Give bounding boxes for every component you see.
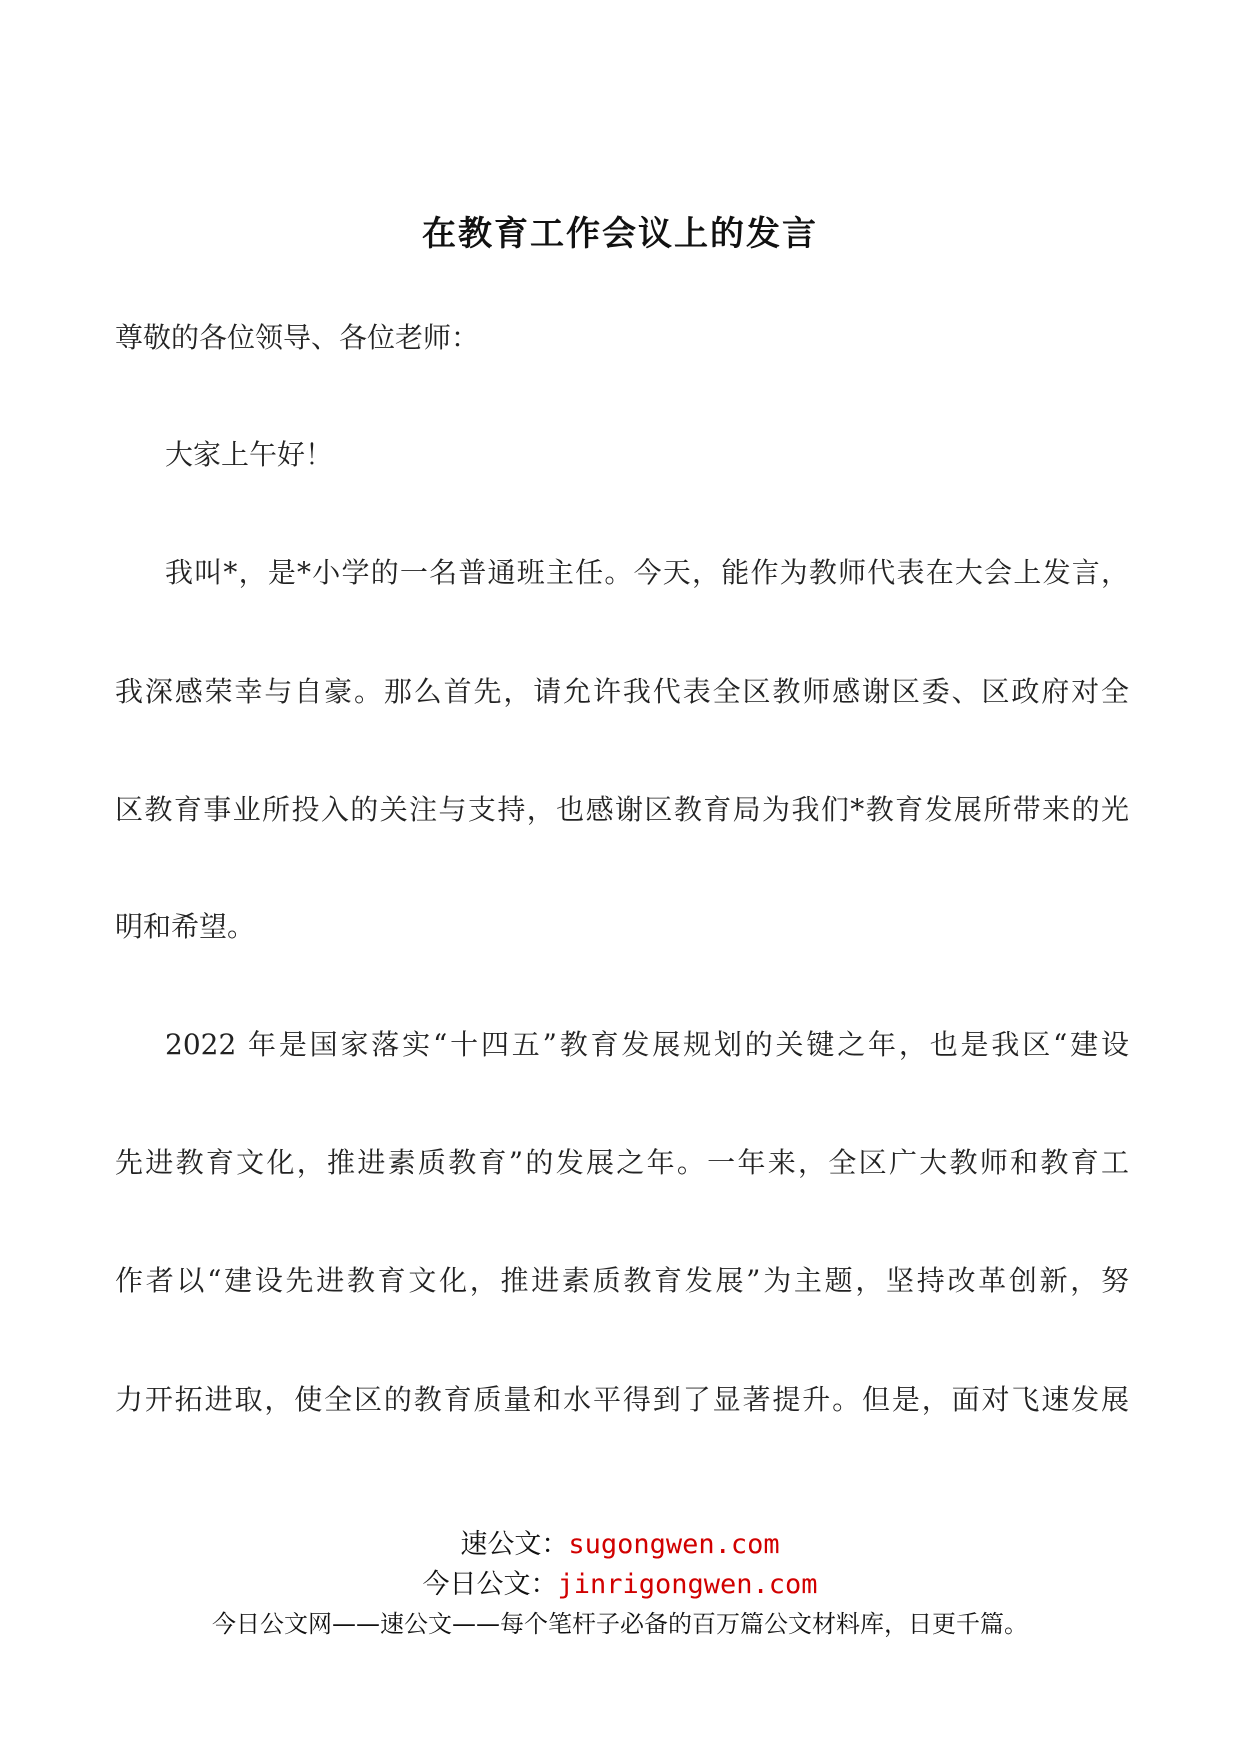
paragraph-line: 明和希望。 (115, 910, 256, 943)
footer-sugongwen-label: 速公文： (460, 1529, 569, 1560)
paragraph-line: 先进教育文化，推进素质教育”的发展之年。一年来，全区广大教师和教育工 (115, 1146, 1129, 1179)
paragraph-line: 我深感荣幸与自豪。那么首先，请允许我代表全区教师感谢区委、区政府对全 (115, 675, 1129, 708)
salutation-line: 尊敬的各位领导、各位老师： (115, 321, 480, 354)
footer-jinrigongwen-link[interactable]: jinrigongwen.com (557, 1569, 818, 1600)
footer-sugongwen (0, 1522, 1240, 1561)
footer-sugongwen-link[interactable]: sugongwen.com (568, 1529, 780, 1560)
paragraph-line: 我叫*，是*小学的一名普通班主任。今天，能作为教师代表在大会上发言， (165, 556, 1129, 589)
greeting-line: 大家上午好！ (165, 438, 334, 471)
footer-tagline: 今日公文网——速公文——每个笔杆子必备的百万篇公文材料库，日更千篇。 (212, 1610, 1028, 1638)
paragraph-line: 区教育事业所投入的关注与支持，也感谢区教育局为我们*教育发展所带来的光 (115, 793, 1129, 826)
paragraph-line: 力开拓进取，使全区的教育质量和水平得到了显著提升。但是，面对飞速发展 (115, 1383, 1129, 1416)
document-title: 在教育工作会议上的发言 (422, 214, 818, 254)
paragraph-line: 2022 年是国家落实“十四五”教育发展规划的关键之年，也是我区“建设 (165, 1028, 1129, 1061)
paragraph-line: 作者以“建设先进教育文化，推进素质教育发展”为主题，坚持改革创新，努 (115, 1264, 1129, 1297)
footer-jinrigongwen-label: 今日公文： (422, 1569, 558, 1600)
footer-jinrigongwen (0, 1562, 1240, 1601)
